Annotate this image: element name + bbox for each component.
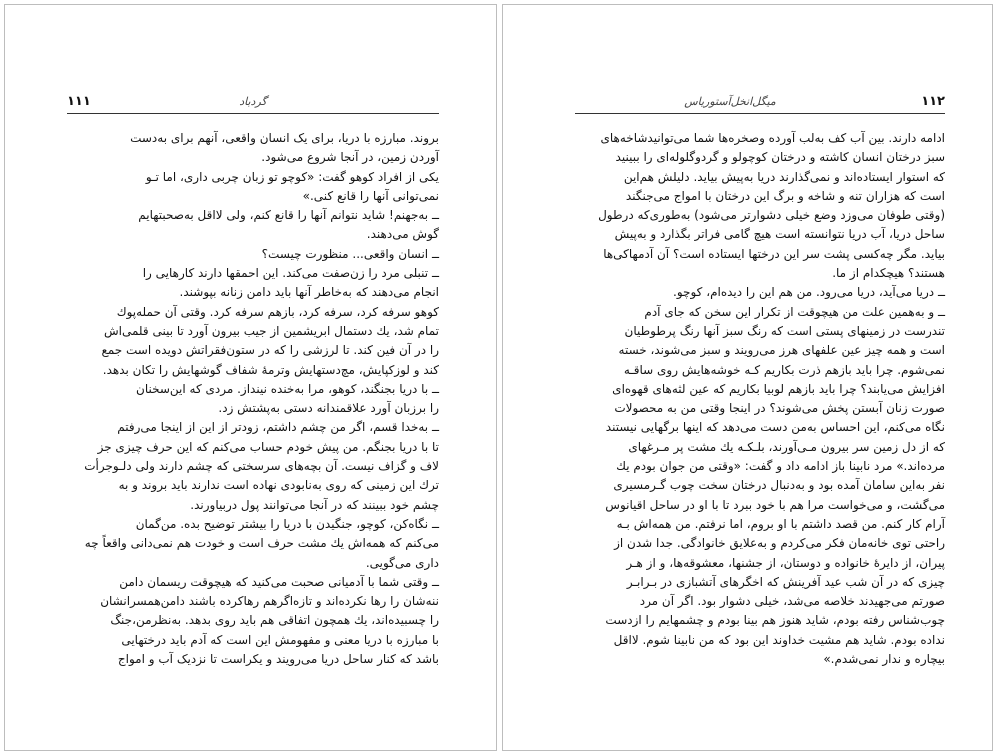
text-line: سبز درختان انسان کاشته و درختان کوچولو و گردوگلوله‌ای را ببینید (615, 150, 945, 165)
text-line: را برزبان آورد علاقمندانه دستی به‌پشتش زد. (218, 401, 439, 416)
text-line: انجام می‌دهند که به‌خاطر آنها باید دامن زنانه بپوشند. (179, 285, 439, 300)
text-line: نمی‌شوم. چرا باید بازهم ذرت بکاریم کـه خوشه‌هایش روی ساقـه (623, 362, 945, 377)
left-page (4, 4, 497, 751)
text-line: ساحل دریا، آب دریا نتوانسته است هیچ گامی فراتر بگذارد و به‌پیش (614, 227, 945, 242)
text-line: کند و لوزکپایش، مچ‌دستهایش وترمهٔ شفاف گوشهایش را تکان بدهد. (102, 362, 439, 377)
text-line: ننه‌شان را رها نکرده‌اند و تازه‌اگرهم رهاکرده باشند دامن‌همسرانشان (100, 594, 439, 609)
text-line: راحتی توی خانه‌مان فکر می‌کردم و به‌علایق خانوادگی. جدا شدن از (614, 536, 945, 551)
running-title: گردباد (239, 95, 267, 108)
text-line: ــ دریا می‌آید، دریا می‌رود. من هم این را دیده‌ام، کوچو. (673, 285, 945, 300)
text-line: را در آن فین کند. تا لرزشی را که در ستون‌فقراتش دویده است جمع (101, 343, 439, 358)
text-line: را چسبیده‌اند، یك همچون اتفاقی هم باید روی بدهد. به‌نظرمن،جنگ (110, 613, 439, 628)
text-line: ــ و به‌همین علت من هیچوقت از تکرار این سخن که جای آدم (644, 304, 945, 319)
text-line: که استوار ایستاده‌اند و نمی‌گذارند دریا به‌پیش بیاید. دلیلش هم‌این (623, 169, 945, 184)
right-page-body (575, 129, 945, 669)
text-line: آرام کار کنم. من قصد داشتم با او بروم، اما نرفتم. من همه‌اش بـه (616, 516, 945, 531)
text-line: یکی از افراد کوهو گفت: «کوچو تو زبان چربی داری، اما تـو (145, 169, 439, 184)
text-line: که از دل زمین سر بیرون مـی‌آورند، بلـکـه یك مشت پر مـرغهای (628, 439, 945, 454)
running-title: میگل‌انخل‌آستوریاس (684, 95, 776, 108)
text-line: ــ وقتی شما با آدمیانی صحبت می‌کنید که هیچوقت ریسمان دامن (119, 574, 439, 589)
text-line: تندرست در زمینهای پستی است که رنگ سبز آنها رنگ پرطوطیان (624, 323, 945, 338)
text-line: چوب‌شناس رفته بودم، شاید هنوز هم بینا بودم و چشمهایم را ازدست (605, 613, 945, 628)
text-line: چیزی که در آن شب عید آفرینش که اخگرهای آتشبازی در بـرابـر (626, 574, 945, 589)
right-page-header (575, 91, 945, 114)
text-line: صورت زنان آبستن پخش می‌شوند؟ در اینجا وقتی من به محصولات (614, 401, 945, 416)
text-line: نفر به‌این سامان آمده بود و به‌دنبال درختان سخت چوب گـرمسیری (613, 478, 945, 493)
text-line: بیچاره و ندار نمی‌شدم.» (823, 652, 945, 667)
text-line: کوهو سرفه کرد، سرفه کرد، بازهم سرفه کرد. وقتی آن حمله‌پوك (116, 304, 439, 319)
text-line: ادامه دارند. بین آب کف به‌لب آورده وصخره‌ها شما می‌توانیدشاخه‌های (600, 131, 945, 145)
page-number: ۱۱۲ (921, 94, 945, 109)
text-line: چشم خود ببینند که در آنجا می‌توانند پول دربیاورند. (190, 497, 439, 512)
text-line: هستند؟ هیچکدام از ما. (832, 266, 945, 281)
text-line: می‌گشت، و می‌خواست مرا هم با خود ببرد تا با او در ساحل اقیانوس (605, 497, 945, 512)
left-page-header (67, 91, 439, 114)
page-number: ۱۱۱ (67, 94, 91, 109)
text-line: بیاید. مگر چه‌کسی پشت سر این درختها ایستاده است؟ آن آدمهاکی‌ها (603, 246, 945, 261)
text-line: مرده‌اند.» مرد نابینا باز ادامه داد و گفت: «وقتی من جوان بودم یك (616, 459, 945, 474)
text-line: ــ انسان واقعی... منظورت چیست؟ (261, 246, 439, 261)
text-line: تا با دریا بجنگم. من پیش خودم حساب می‌کنم که این حرف چیزی جز (97, 439, 439, 454)
text-line: ــ تنبلی مرد را زن‌صفت می‌کند. این احمقها دارند کارهایی را (142, 266, 439, 281)
text-line: ــ نگاه‌کن، کوچو، جنگیدن با دریا را بیشتر توضیح بده. من‌گمان (135, 516, 439, 531)
left-page-body (67, 129, 439, 669)
text-line: (وقتی طوفان می‌وزد وضع خیلی دشوارتر می‌شود) به‌طوری‌که در‌طول (598, 208, 945, 223)
text-line: افزایش می‌یابند؟ چرا باید بازهم لوبیا بکاریم که عین لثه‌های قهوه‌ای (612, 381, 945, 396)
text-line: گوش می‌دهند. (366, 227, 439, 242)
text-line: صورتم می‌جهیدند خلاصه می‌شد، خیلی دشوار بود. اگر آن مرد (639, 594, 945, 609)
text-line: تمام شد، یك دستمال ابریشمین از جیب بیرون آورد تا بینی قلمی‌اش (104, 323, 439, 338)
text-line: آوردن زمین، در آنجا شروع می‌شود. (261, 150, 439, 165)
text-line: نگاه می‌کنم، این احساس به‌من دست می‌دهد که اینها برگهایی نیستند (605, 420, 945, 435)
text-line: داری می‌گویی. (365, 555, 439, 570)
text-line: با مبارزه با دریا معنی و مفهومش این است که آدم باید درختهایی (121, 632, 439, 647)
text-line: بروند. مبارزه با دریا، برای یک انسان واقعی، آنهم برای به‌دست (130, 131, 439, 145)
text-line: لاف و گزاف نیست. آن بچه‌های سرسختی که چشم دارند ولی دلـوجرأت (84, 459, 439, 474)
text-line: است که هزاران تنه و شاخه و برگ این درختان با امواج می‌جنگند (625, 188, 945, 203)
right-page (502, 4, 993, 751)
text-line: است و همه چیز عین علفهای هرز می‌رویند و سبز می‌شوند، خسته (618, 343, 945, 358)
text-line: باشد که کنار ساحل دریا می‌رویند و یکراست تا نزدیک آب و امواج (117, 652, 439, 667)
text-line: ــ با دریا بجنگند، کوهو، مرا به‌خنده نینداز. مردی که این‌سخنان (136, 381, 439, 396)
text-line: نداده بودم. شاید هم مشیت خداوند این بود که من نابینا شوم. لااقل (613, 632, 945, 647)
text-line: نمی‌توانی آنها را قانع کنی.» (302, 188, 439, 203)
text-line: پیران، از دایرهٔ خانواده و دوستان، از جشنها، معشوقه‌ها، و از هـر (626, 555, 945, 570)
text-line: ترك این زمینی که روی به‌نابودی نهاده است ندارند باید بروند و به (118, 478, 439, 493)
text-line: می‌کنم که همه‌اش یك مشت حرف است و خودت هم نمی‌دانی واقعاً چه (84, 536, 439, 551)
text-line: ــ به‌خدا قسم، اگر من چشم داشتم، زودتر از این از اینجا می‌رفتم (117, 420, 439, 435)
text-line: ــ به‌جهنم! شاید نتوانم آنها را قانع کنم، ولی لااقل به‌صحبتهایم (138, 208, 439, 223)
